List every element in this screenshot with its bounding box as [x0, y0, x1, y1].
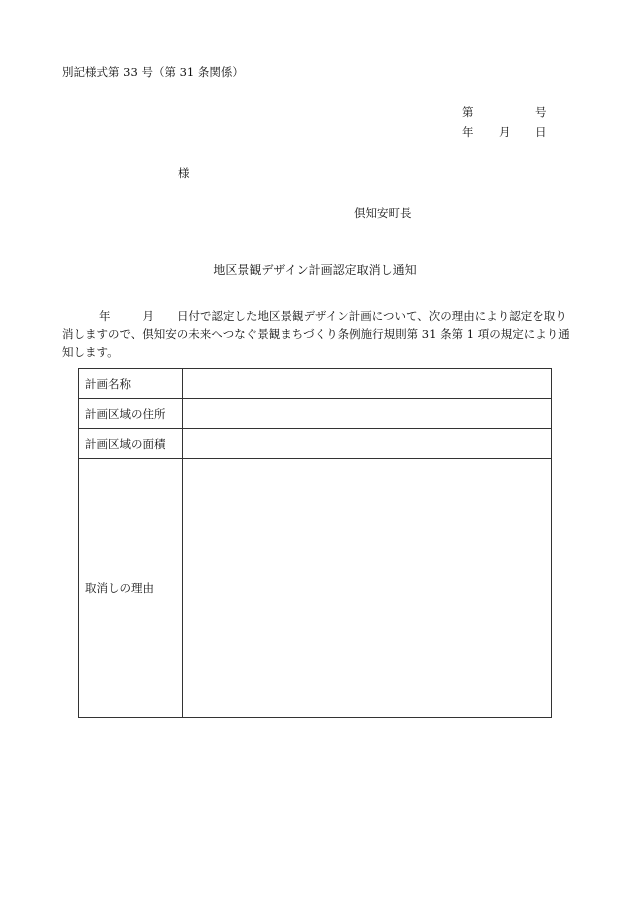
recipient-honorific: 様 [178, 166, 190, 180]
row-label-plan-name: 計画名称 [79, 369, 183, 399]
plan-info-table [78, 368, 552, 718]
body-line-1-rest: 日付で認定した地区景観デザイン計画について、次の理由により認定を取り [177, 309, 567, 323]
date-month-label: 月 [499, 125, 511, 139]
body-line-1 [62, 307, 567, 325]
sender-name: 倶知安町長 [354, 206, 412, 220]
date-day-label: 日 [535, 125, 547, 139]
area-address-field[interactable] [183, 399, 552, 429]
date-year-label: 年 [462, 125, 474, 139]
form-reference: 別記様式第 33 号（第 31 条関係） [62, 65, 244, 79]
body-month: 月 [142, 309, 154, 323]
body-year: 年 [99, 309, 111, 323]
body-line-3: 知します。 [62, 345, 119, 359]
body-line-2: 消しますので、倶知安の未来へつなぐ景観まちづくり条例施行規則第 31 条第 1 項の規定により通 [62, 327, 570, 341]
table-row [79, 369, 552, 399]
table-row [79, 429, 552, 459]
document-number-label: 第 [462, 105, 474, 119]
table-row [79, 399, 552, 429]
document-title: 地区景観デザイン計画認定取消し通知 [213, 263, 417, 277]
plan-name-field[interactable] [183, 369, 552, 399]
table-row [79, 459, 552, 718]
row-label-cancel-reason: 取消しの理由 [79, 459, 183, 718]
document-number-suffix: 号 [535, 105, 547, 119]
row-label-area-size: 計画区域の面積 [79, 429, 183, 459]
row-label-area-address: 計画区域の住所 [79, 399, 183, 429]
cancel-reason-field[interactable] [183, 459, 552, 718]
area-size-field[interactable] [183, 429, 552, 459]
notice-body [62, 307, 570, 361]
